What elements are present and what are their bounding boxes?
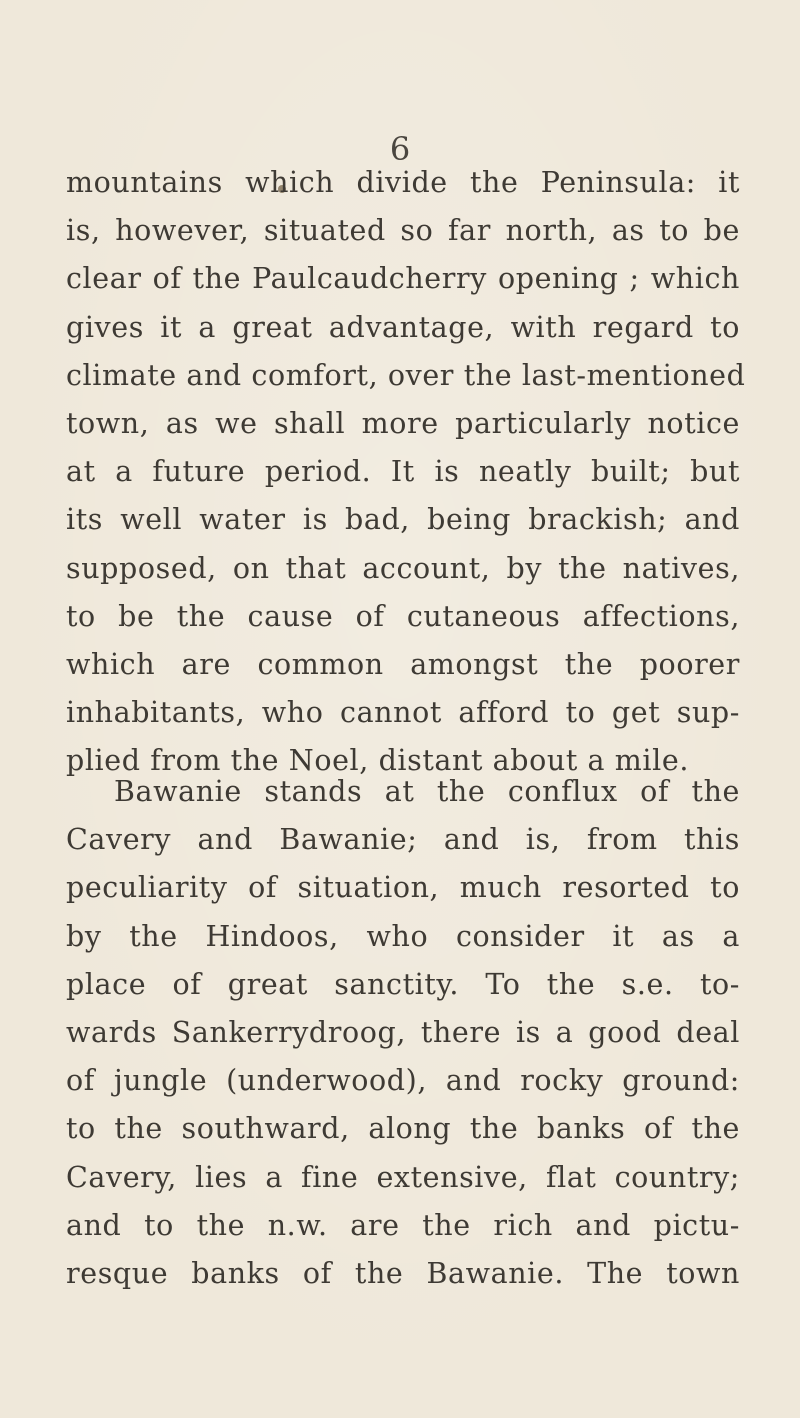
text-line: peculiarity of situation, much resorted to [66,871,740,905]
text-line: climate and comfort, over the last-mentioned [66,358,746,392]
text-line: Cavery and Bawanie; and is, from this [66,823,740,857]
text-line: and to the n.w. are the rich and pictu- [66,1208,740,1242]
text-line: at a future period. It is neatly built; but [66,455,740,489]
paragraph-1 [66,159,746,786]
text-line: place of great sanctity. To the s.e. to- [66,967,740,1001]
text-line: of jungle (underwood), and rocky ground: [66,1064,740,1098]
text-line: inhabitants, who cannot afford to get sup- [66,696,740,730]
text-line: Bawanie stands at the conflux of the [114,775,740,808]
text-line: mountains which divide the Peninsula: it [66,166,740,199]
text-line: resque banks of the Bawanie. The town [66,1257,740,1291]
text-line: clear of the Paulcaudcherry opening ; which [66,262,740,296]
page-number: 6 [389,130,411,168]
text-line: plied from the Noel, distant about a mile. [66,744,689,778]
text-line: its well water is bad, being brackish; and [66,503,740,537]
text-line: is, however, situated so far north, as to be [66,214,740,248]
text-line: gives it a great advantage, with regard to [66,310,740,344]
text-line: town, as we shall more particularly notice [66,407,740,441]
text-line: by the Hindoos, who consider it as a [66,919,740,953]
text-line: wards Sankerrydroog, there is a good deal [66,1016,740,1050]
text-line: to be the cause of cutaneous affections, [66,599,740,633]
paragraph-2 [66,768,740,1298]
text-line: Cavery, lies a fine extensive, flat country; [66,1160,740,1194]
text-line: to the southward, along the banks of the [66,1112,740,1146]
text-line: which are common amongst the poorer [66,648,740,682]
text-line: supposed, on that account, by the natives, [66,551,740,585]
